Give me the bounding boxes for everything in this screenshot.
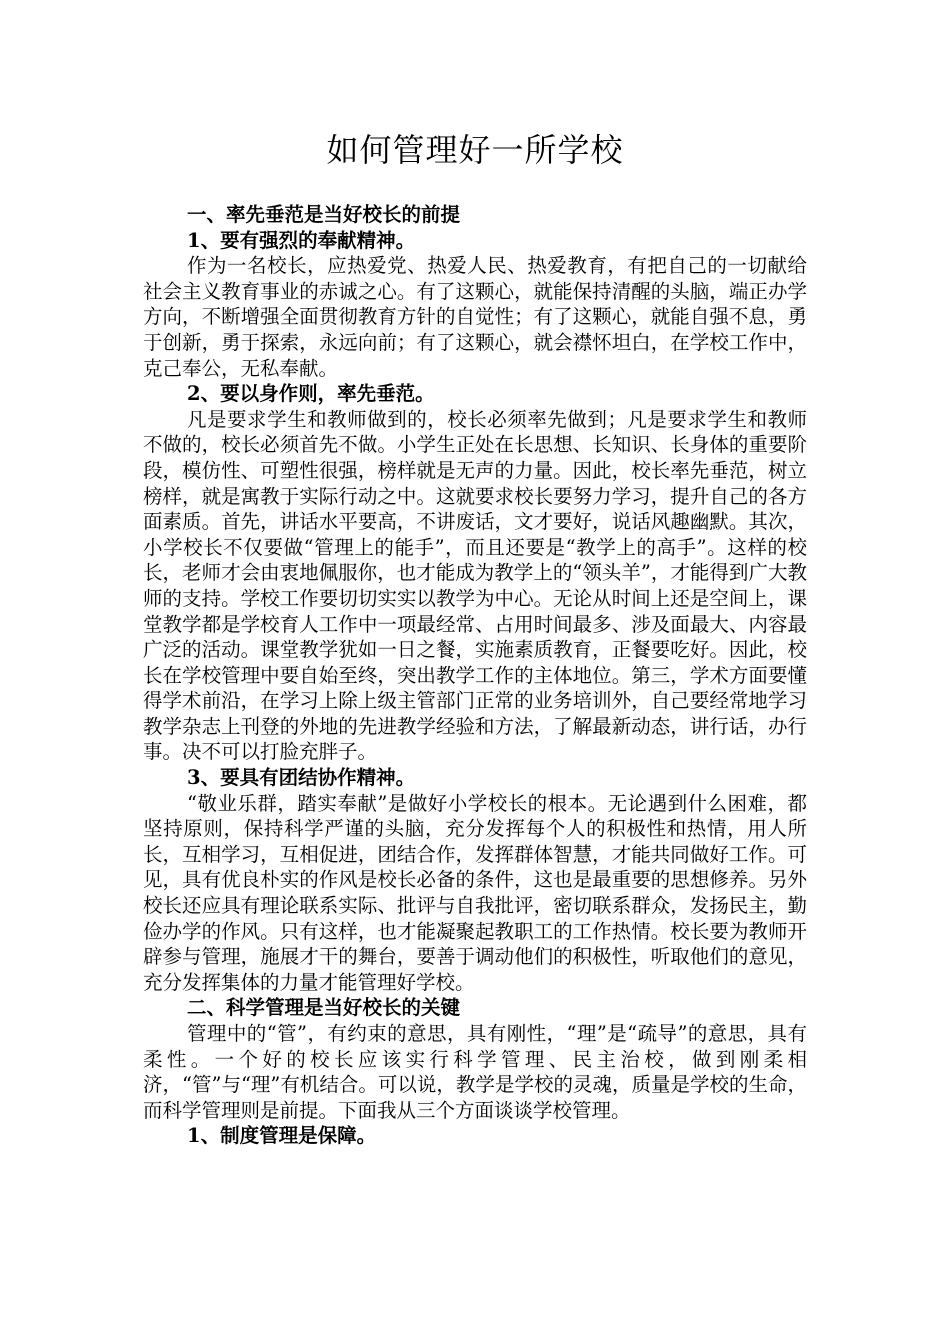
section-heading-1: 一、率先垂范是当好校长的前提: [187, 203, 461, 226]
subsection-heading-1-2: 2、要以身作则，率先垂范。: [187, 382, 435, 406]
paragraph-2-intro: 管理中的“管”，有约束的意思，具有刚性，“理”是“疏导”的意思，具有柔性。一个好的校长应该实行科学管理、民主治校，做到刚柔相济，“管”与“理”有机结合。可以说，教学是学校的灵魂，质量是学校的生命，而科学管理则是前提。下面我从三个方面谈谈学校管理。: [143, 1022, 807, 1122]
paragraph-1-3: “敬业乐群，踏实奉献”是做好小学校长的根本。无论遇到什么困难，都坚持原则，保持科学严谨的头脑，充分发挥每个人的积极性和热情，用人所长，互相学习，互相促进，团结合作，发挥群体智慧，才能共同做好工作。可见，具有优良朴实的作风是校长必备的条件，这也是最重要的思想修养。另外校长还应具有理论联系实际、批评与自我批评，密切联系群众，发扬民主，勤俭办学的作风。只有这样，也才能凝聚起教职工的工作热情。校长要为教师开辟参与管理，施展才干的舞台，要善于调动他们的积极性，听取他们的意见，充分发挥集体的力量才能管理好学校。: [143, 791, 807, 994]
paragraph-1-1: 作为一名校长，应热爱党、热爱人民、热爱教育，有把自己的一切献给社会主义教育事业的赤诚之心。有了这颗心，就能保持清醒的头脑，端正办学方向，不断增强全面贯彻教育方针的自觉性；有了这颗心，就能自强不息，勇于创新，勇于探索，永远向前；有了这颗心，就会襟怀坦白，在学校工作中，克己奉公，无私奉献。: [143, 254, 807, 380]
section-heading-2: 二、科学管理是当好校长的关键: [187, 996, 461, 1020]
document-page: [143, 128, 807, 1149]
subsection-heading-2-1: 1、制度管理是保障。: [187, 1124, 377, 1148]
subsection-heading-1-3: 3、要具有团结协作精神。: [187, 766, 416, 790]
subsection-heading-1-1: 1、要有强烈的奉献精神。: [187, 228, 416, 252]
document-title: 如何管理好一所学校: [326, 131, 624, 169]
paragraph-1-2: 凡是要求学生和教师做到的，校长必须率先做到；凡是要求学生和教师不做的，校长必须首先不做。小学生正处在长思想、长知识、长身体的重要阶段，模仿性、可塑性很强，榜样就是无声的力量。因此，校长率先垂范，树立榜样，就是寓教于实际行动之中。这就要求校长要努力学习，提升自己的各方面素质。首先，讲话水平要高，不讲废话，文才要好，说话风趣幽默。其次，小学校长不仅要做“管理上的能手”，而且还要是“教学上的高手”。这样的校长，老师才会由衷地佩服你，也才能成为教学上的“领头羊”，才能得到广大教师的支持。学校工作要切切实实以教学为中心。无论从时间上还是空间上，课堂教学都是学校育人工作中一项最经常、占用时间最多、涉及面最大、内容最广泛的活动。课堂教学犹如一日之餐，实施素质教育，正餐要吃好。因此，校长在学校管理中要自始至终，突出教学工作的主体地位。第三，学术方面要懂得学术前沿，在学习上除上级主管部门正常的业务培训外，自己要经常地学习教学杂志上刊登的外地的先进教学经验和方法，了解最新动态，讲行话，办行事。决不可以打脸充胖子。: [143, 407, 807, 764]
